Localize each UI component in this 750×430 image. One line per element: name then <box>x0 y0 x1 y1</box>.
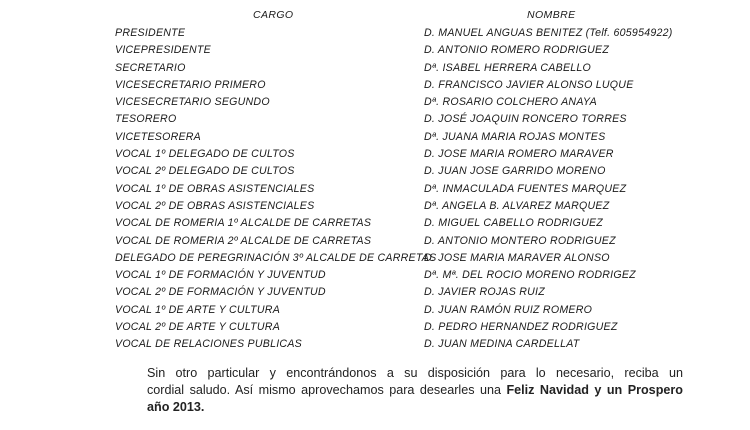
list-item <box>0 249 750 266</box>
list-item <box>0 24 750 41</box>
closing-year-bold: año 2013. <box>147 400 205 414</box>
cargo-cell: VICETESORERA <box>115 130 202 143</box>
list-item <box>0 145 750 162</box>
nombre-cell: D. MIGUEL CABELLO RODRIGUEZ <box>424 217 604 230</box>
nombre-cell: Dª. ISABEL HERRERA CABELLO <box>424 61 592 74</box>
nombre-cell: D. JUAN MEDINA CARDELLAT <box>424 338 580 351</box>
closing-line-2 <box>147 382 683 399</box>
nombre-cell: D. ANTONIO ROMERO RODRIGUEZ <box>424 44 610 57</box>
cargo-cell: VOCAL DE ROMERIA 1º ALCALDE DE CARRETAS <box>115 217 372 230</box>
list-item <box>0 76 750 93</box>
cargo-cell: VOCAL 2º DE OBRAS ASISTENCIALES <box>115 199 315 212</box>
nombre-cell: Dª. ROSARIO COLCHERO ANAYA <box>424 96 597 109</box>
nombre-cell: D. ANTONIO MONTERO RODRIGUEZ <box>424 234 616 247</box>
nombre-cell: D. JOSE MARIA MARAVER ALONSO <box>424 251 610 264</box>
closing-paragraph <box>147 365 683 416</box>
list-item <box>0 93 750 110</box>
cargo-cell: VOCAL 2º DE FORMACIÓN Y JUVENTUD <box>115 286 326 299</box>
cargo-cell: PRESIDENTE <box>115 27 186 39</box>
cargo-cell: TESORERO <box>115 113 177 126</box>
nombre-cell: D. PEDRO HERNANDEZ RODRIGUEZ <box>424 321 618 334</box>
list-item <box>0 110 750 127</box>
nombre-cell: Dª. INMACULADA FUENTES MARQUEZ <box>424 182 627 195</box>
cargo-cell: VOCAL 1º DELEGADO DE CULTOS <box>115 148 295 161</box>
list-item <box>0 283 750 300</box>
header-cargo: CARGO <box>253 9 294 21</box>
nombre-cell: Dª. ANGELA B. ALVAREZ MARQUEZ <box>424 199 610 212</box>
nombre-cell: Dª. Mª. DEL ROCIO MORENO RODRIGEZ <box>424 269 636 282</box>
nombre-cell: D. MANUEL ANGUAS BENITEZ (Telf. 605954922) <box>424 27 673 39</box>
cargo-cell: SECRETARIO <box>115 61 186 74</box>
list-item <box>0 214 750 231</box>
list-item <box>0 162 750 179</box>
cargo-cell: VICEPRESIDENTE <box>115 44 211 57</box>
cargo-cell: VICESECRETARIO PRIMERO <box>115 78 266 91</box>
list-item <box>0 197 750 214</box>
board-members-list <box>0 24 750 353</box>
list-item <box>0 318 750 335</box>
list-item <box>0 266 750 283</box>
list-item <box>0 59 750 76</box>
closing-line-2-text: cordial saludo. Así mismo aprovechamos para desearles una <box>147 383 507 397</box>
cargo-cell: VOCAL 1º DE ARTE Y CULTURA <box>115 303 281 316</box>
list-item <box>0 128 750 145</box>
closing-greeting-bold: Feliz Navidad y un Prospero <box>506 383 683 397</box>
cargo-cell: VOCAL DE ROMERIA 2º ALCALDE DE CARRETAS <box>115 234 372 247</box>
cargo-cell: VOCAL 1º DE FORMACIÓN Y JUVENTUD <box>115 269 326 282</box>
list-item <box>0 180 750 197</box>
header-nombre: NOMBRE <box>527 9 576 21</box>
cargo-cell: VOCAL 2º DE ARTE Y CULTURA <box>115 321 281 334</box>
list-item <box>0 301 750 318</box>
cargo-cell: VOCAL 1º DE OBRAS ASISTENCIALES <box>115 182 315 195</box>
nombre-cell: D. JUAN RAMÓN RUIZ ROMERO <box>424 303 593 316</box>
nombre-cell: D. JOSÉ JOAQUIN RONCERO TORRES <box>424 113 627 126</box>
nombre-cell: D. JUAN JOSE GARRIDO MORENO <box>424 165 606 178</box>
cargo-cell: VOCAL 2º DELEGADO DE CULTOS <box>115 165 295 178</box>
cargo-cell: VOCAL DE RELACIONES PUBLICAS <box>115 338 302 351</box>
cargo-cell: DELEGADO DE PEREGRINACIÓN 3º ALCALDE DE CARRETAS <box>115 251 437 264</box>
nombre-cell: D. JOSE MARIA ROMERO MARAVER <box>424 148 614 161</box>
nombre-cell: D. FRANCISCO JAVIER ALONSO LUQUE <box>424 78 634 91</box>
list-item <box>0 232 750 249</box>
nombre-cell: Dª. JUANA MARIA ROJAS MONTES <box>424 130 606 143</box>
cargo-cell: VICESECRETARIO SEGUNDO <box>115 96 270 109</box>
closing-line-1: Sin otro particular y encontrándonos a su disposición para lo necesario, reciba un <box>147 366 683 380</box>
nombre-cell: D. JAVIER ROJAS RUIZ <box>424 286 545 299</box>
list-item <box>0 41 750 58</box>
list-item <box>0 335 750 352</box>
